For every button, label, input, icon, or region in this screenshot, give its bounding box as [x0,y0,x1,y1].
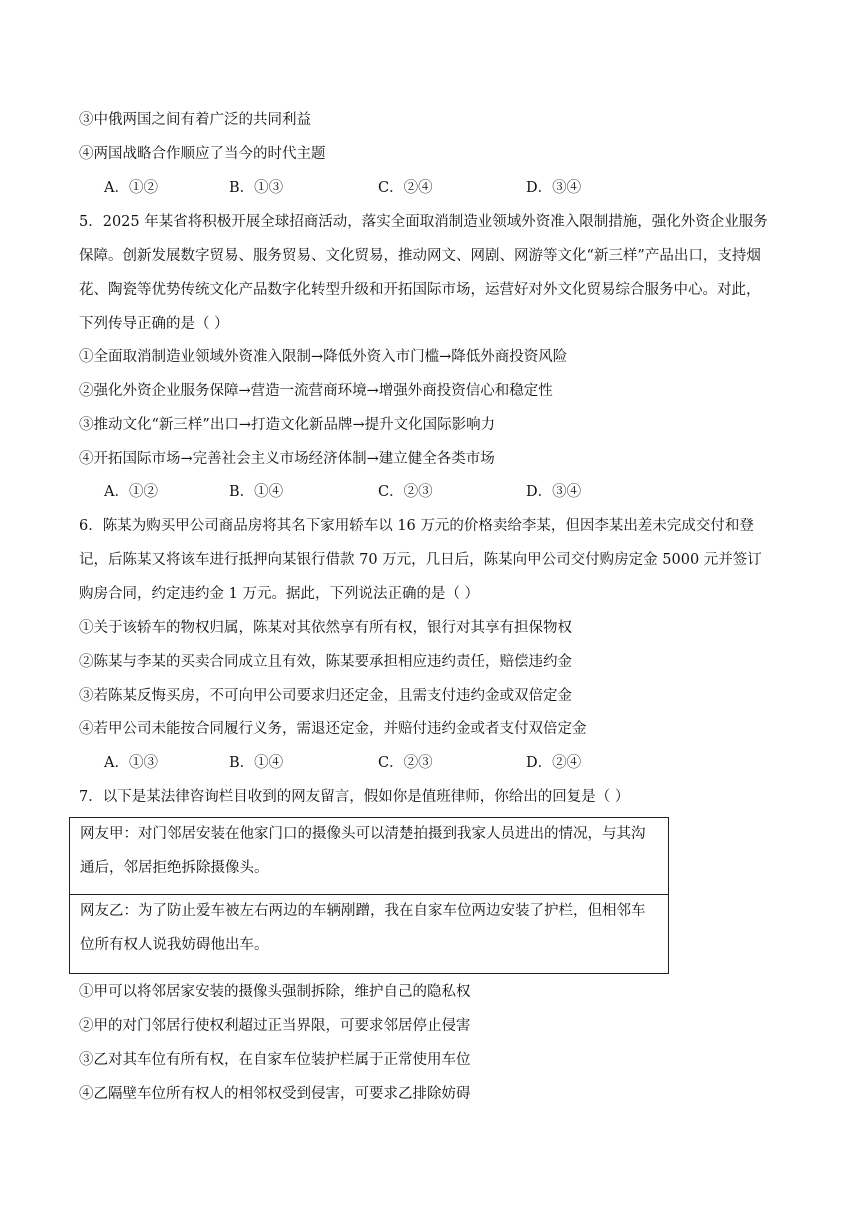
q4-item-3: ③中俄两国之间有着广泛的共同利益 [79,112,311,128]
q5-stem-line-2: 保障。创新发展数字贸易、服务贸易、文化贸易，推动网文、网剧、网游等文化“新三样”产品出口，支持烟 [79,248,761,264]
q7-message-a-line-2: 通后，邻居拒绝拆除摄像头。 [80,860,269,876]
q5-stem-line-1: 5．2025 年某省将积极开展全球招商活动，落实全面取消制造业领域外资准入限制措施，强化外资企业服务 [79,214,768,230]
q6-option-d: D．②④ [526,755,582,771]
q6-option-a: A．①③ [104,755,158,771]
q5-option-c: C．②③ [378,484,433,500]
q6-item-2: ②陈某与李某的买卖合同成立且有效，陈某要承担相应违约责任，赔偿违约金 [79,654,572,670]
q5-stem-line-3: 花、陶瓷等优势传统文化产品数字化转型升级和开拓国际市场，运营好对外文化贸易综合服务中心。对此， [79,282,761,298]
q4-option-a: A．①② [104,180,158,196]
q7-message-a [70,818,668,894]
q7-message-b-line-1: 网友乙：为了防止爱车被左右两边的车辆剐蹭，我在自家车位两边安装了护栏，但相邻车 [80,903,646,919]
q5-option-d: D．③④ [526,484,582,500]
q7-item-2: ②甲的对门邻居行使权利超过正当界限，可要求邻居停止侵害 [79,1018,471,1034]
q4-option-c: C．②④ [378,180,433,196]
q4-option-d: D．③④ [526,180,582,196]
q6-stem-line-2: 记，后陈某又将该车进行抵押向某银行借款 70 万元，几日后，陈某向甲公司交付购房定金 5000 元并签订 [79,552,762,568]
q7-stem: 7．以下是某法律咨询栏目收到的网友留言，假如你是值班律师，你给出的回复是（ ） [79,789,630,805]
q7-item-4: ④乙隔壁车位所有权人的相邻权受到侵害，可要求乙排除妨碍 [79,1086,471,1102]
q5-item-4: ④开拓国际市场→完善社会主义市场经济体制→建立健全各类市场 [79,451,495,467]
q6-option-b: B．①④ [229,755,284,771]
q5-item-1: ①全面取消制造业领域外资准入限制→降低外资入市门槛→降低外商投资风险 [79,349,568,365]
q7-message-b [70,894,668,973]
q5-option-b: B．①④ [229,484,284,500]
q5-option-a: A．①② [104,484,158,500]
q7-item-1: ①甲可以将邻居家安装的摄像头强制拆除，维护自己的隐私权 [79,984,471,1000]
q6-stem-line-3: 购房合同，约定违约金 1 万元。据此，下列说法正确的是（ ） [79,586,480,602]
q7-item-3: ③乙对其车位有所有权，在自家车位装护栏属于正常使用车位 [79,1052,471,1068]
q7-message-box [69,817,669,974]
q6-stem-line-1: 6．陈某为购买甲公司商品房将其名下家用轿车以 16 万元的价格卖给李某，但因李某出差未完成交付和登 [79,518,754,534]
q4-item-4: ④两国战略合作顺应了当今的时代主题 [79,146,326,162]
q5-item-3: ③推动文化“新三样”出口→打造文化新品牌→提升文化国际影响力 [79,417,496,433]
q7-message-b-line-2: 位所有权人说我妨碍他出车。 [80,937,269,953]
q5-item-2: ②强化外资企业服务保障→营造一流营商环境→增强外商投资信心和稳定性 [79,383,553,399]
q6-item-3: ③若陈某反悔买房，不可向甲公司要求归还定金，且需支付违约金或双倍定金 [79,688,572,704]
q4-option-b: B．①③ [229,180,284,196]
q6-option-c: C．②③ [378,755,433,771]
q5-stem-line-4: 下列传导正确的是（ ） [79,316,229,332]
q7-message-a-line-1: 网友甲：对门邻居安装在他家门口的摄像头可以清楚拍摄到我家人员进出的情况，与其沟 [80,826,646,842]
q6-item-1: ①关于该轿车的物权归属，陈某对其依然享有所有权，银行对其享有担保物权 [79,620,572,636]
q6-item-4: ④若甲公司未能按合同履行义务，需退还定金，并赔付违约金或者支付双倍定金 [79,721,587,737]
